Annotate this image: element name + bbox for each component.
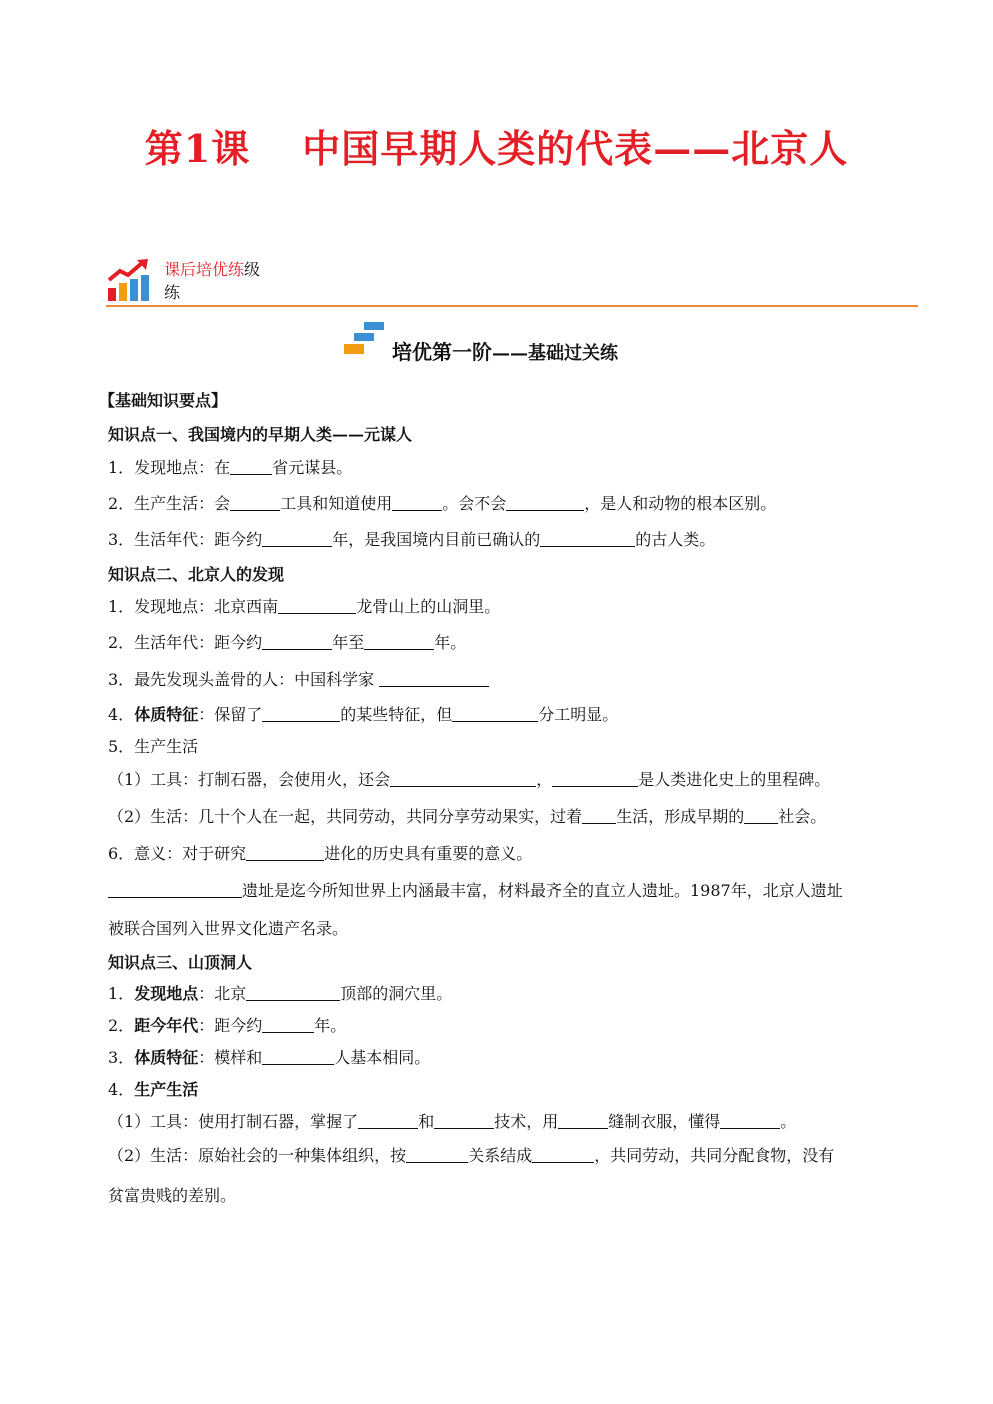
section-header: 【基础知识要点】	[99, 391, 228, 410]
answer-blank[interactable]	[540, 530, 635, 547]
section-badge: 课后培优练级练	[164, 260, 261, 302]
kp3-line-4: 4．生产生活	[108, 1080, 199, 1099]
kp2-line-2: 2．生活年代：距今约 年至 年。	[108, 633, 467, 652]
page-title	[0, 118, 993, 173]
growth-chart-icon	[106, 258, 152, 302]
divider	[106, 305, 918, 307]
answer-blank[interactable]	[744, 807, 778, 824]
answer-blank[interactable]	[230, 494, 280, 511]
answer-blank[interactable]	[532, 1146, 594, 1163]
kp1-line-1: 1．发现地点：在 省元谋县。	[108, 458, 353, 477]
kp1-heading: 知识点一、我国境内的早期人类——元谋人	[108, 425, 413, 444]
kp2-line-7: （2）生活：几十个人在一起，共同劳动，共同分享劳动果实，过着 生活，形成早期的 社会。	[108, 807, 827, 826]
lesson-number: 第1课	[144, 126, 251, 171]
answer-blank[interactable]	[582, 807, 616, 824]
kp2-line-4: 4．体质特征：保留了 的某些特征，但 分工明显。	[108, 705, 619, 724]
kp1-line-2: 2．生产生活：会 工具和知道使用 。会不会 ，是人和动物的根本区别。	[108, 494, 777, 513]
kp3-line-3: 3．体质特征：模样和 人基本相同。	[108, 1048, 431, 1067]
answer-blank[interactable]	[558, 1112, 608, 1129]
answer-blank[interactable]	[406, 1146, 468, 1163]
answer-blank[interactable]	[246, 984, 340, 1001]
kp3-line-2: 2．距今年代：距今约 年。	[108, 1016, 347, 1035]
answer-blank[interactable]	[552, 770, 638, 787]
answer-blank[interactable]	[392, 494, 442, 511]
kp2-line-9: 遗址是迄今所知世界上内涵最丰富，材料最齐全的直立人遗址。1987年，北京人遗址	[108, 878, 843, 901]
kp2-line-8: 6．意义：对于研究 进化的历史具有重要的意义。	[108, 844, 533, 863]
kp3-heading: 知识点三、山顶洞人	[108, 953, 253, 972]
kp2-line-1: 1．发现地点：北京西南 龙骨山上的山洞里。	[108, 597, 501, 616]
answer-blank[interactable]	[506, 494, 584, 511]
answer-blank[interactable]	[262, 1016, 314, 1033]
kp2-line-10: 被联合国列入世界文化遗产名录。	[108, 919, 349, 938]
answer-blank[interactable]	[262, 530, 332, 547]
answer-blank[interactable]	[379, 670, 489, 687]
kp3-line-1: 1．发现地点：北京 顶部的洞穴里。	[108, 984, 453, 1003]
lesson-title: 中国早期人类的代表——北京人	[302, 126, 849, 171]
answer-blank[interactable]	[452, 705, 538, 722]
answer-blank[interactable]	[246, 844, 324, 861]
kp2-line-3: 3．最先发现头盖骨的人：中国科学家	[108, 667, 489, 690]
answer-blank[interactable]	[364, 633, 434, 650]
kp3-line-7: 贫富贵贱的差别。	[108, 1186, 237, 1205]
answer-blank[interactable]	[278, 597, 356, 614]
answer-blank[interactable]	[230, 458, 272, 475]
answer-blank[interactable]	[262, 633, 332, 650]
kp2-heading: 知识点二、北京人的发现	[108, 565, 285, 584]
answer-blank[interactable]	[108, 881, 242, 898]
answer-blank[interactable]	[434, 1112, 494, 1129]
answer-blank[interactable]	[720, 1112, 780, 1129]
kp2-line-5: 5．生产生活	[108, 737, 199, 756]
answer-blank[interactable]	[262, 1048, 334, 1065]
kp1-line-3: 3．生活年代：距今约 年，是我国境内目前已确认的 的古人类。	[108, 530, 716, 549]
answer-blank[interactable]	[390, 770, 536, 787]
answer-blank[interactable]	[262, 705, 340, 722]
stairs-icon	[342, 322, 388, 356]
answer-blank[interactable]	[358, 1112, 418, 1129]
kp3-line-5: （1）工具：使用打制石器，掌握了 和 技术，用 缝制衣服，懂得 。	[108, 1112, 797, 1131]
kp3-line-6: （2）生活：原始社会的一种集体组织，按 关系结成 ，共同劳动，共同分配食物，没有	[108, 1146, 835, 1165]
kp2-line-6: （1）工具：打制石器，会使用火，还会 ， 是人类进化史上的里程碑。	[108, 770, 831, 789]
